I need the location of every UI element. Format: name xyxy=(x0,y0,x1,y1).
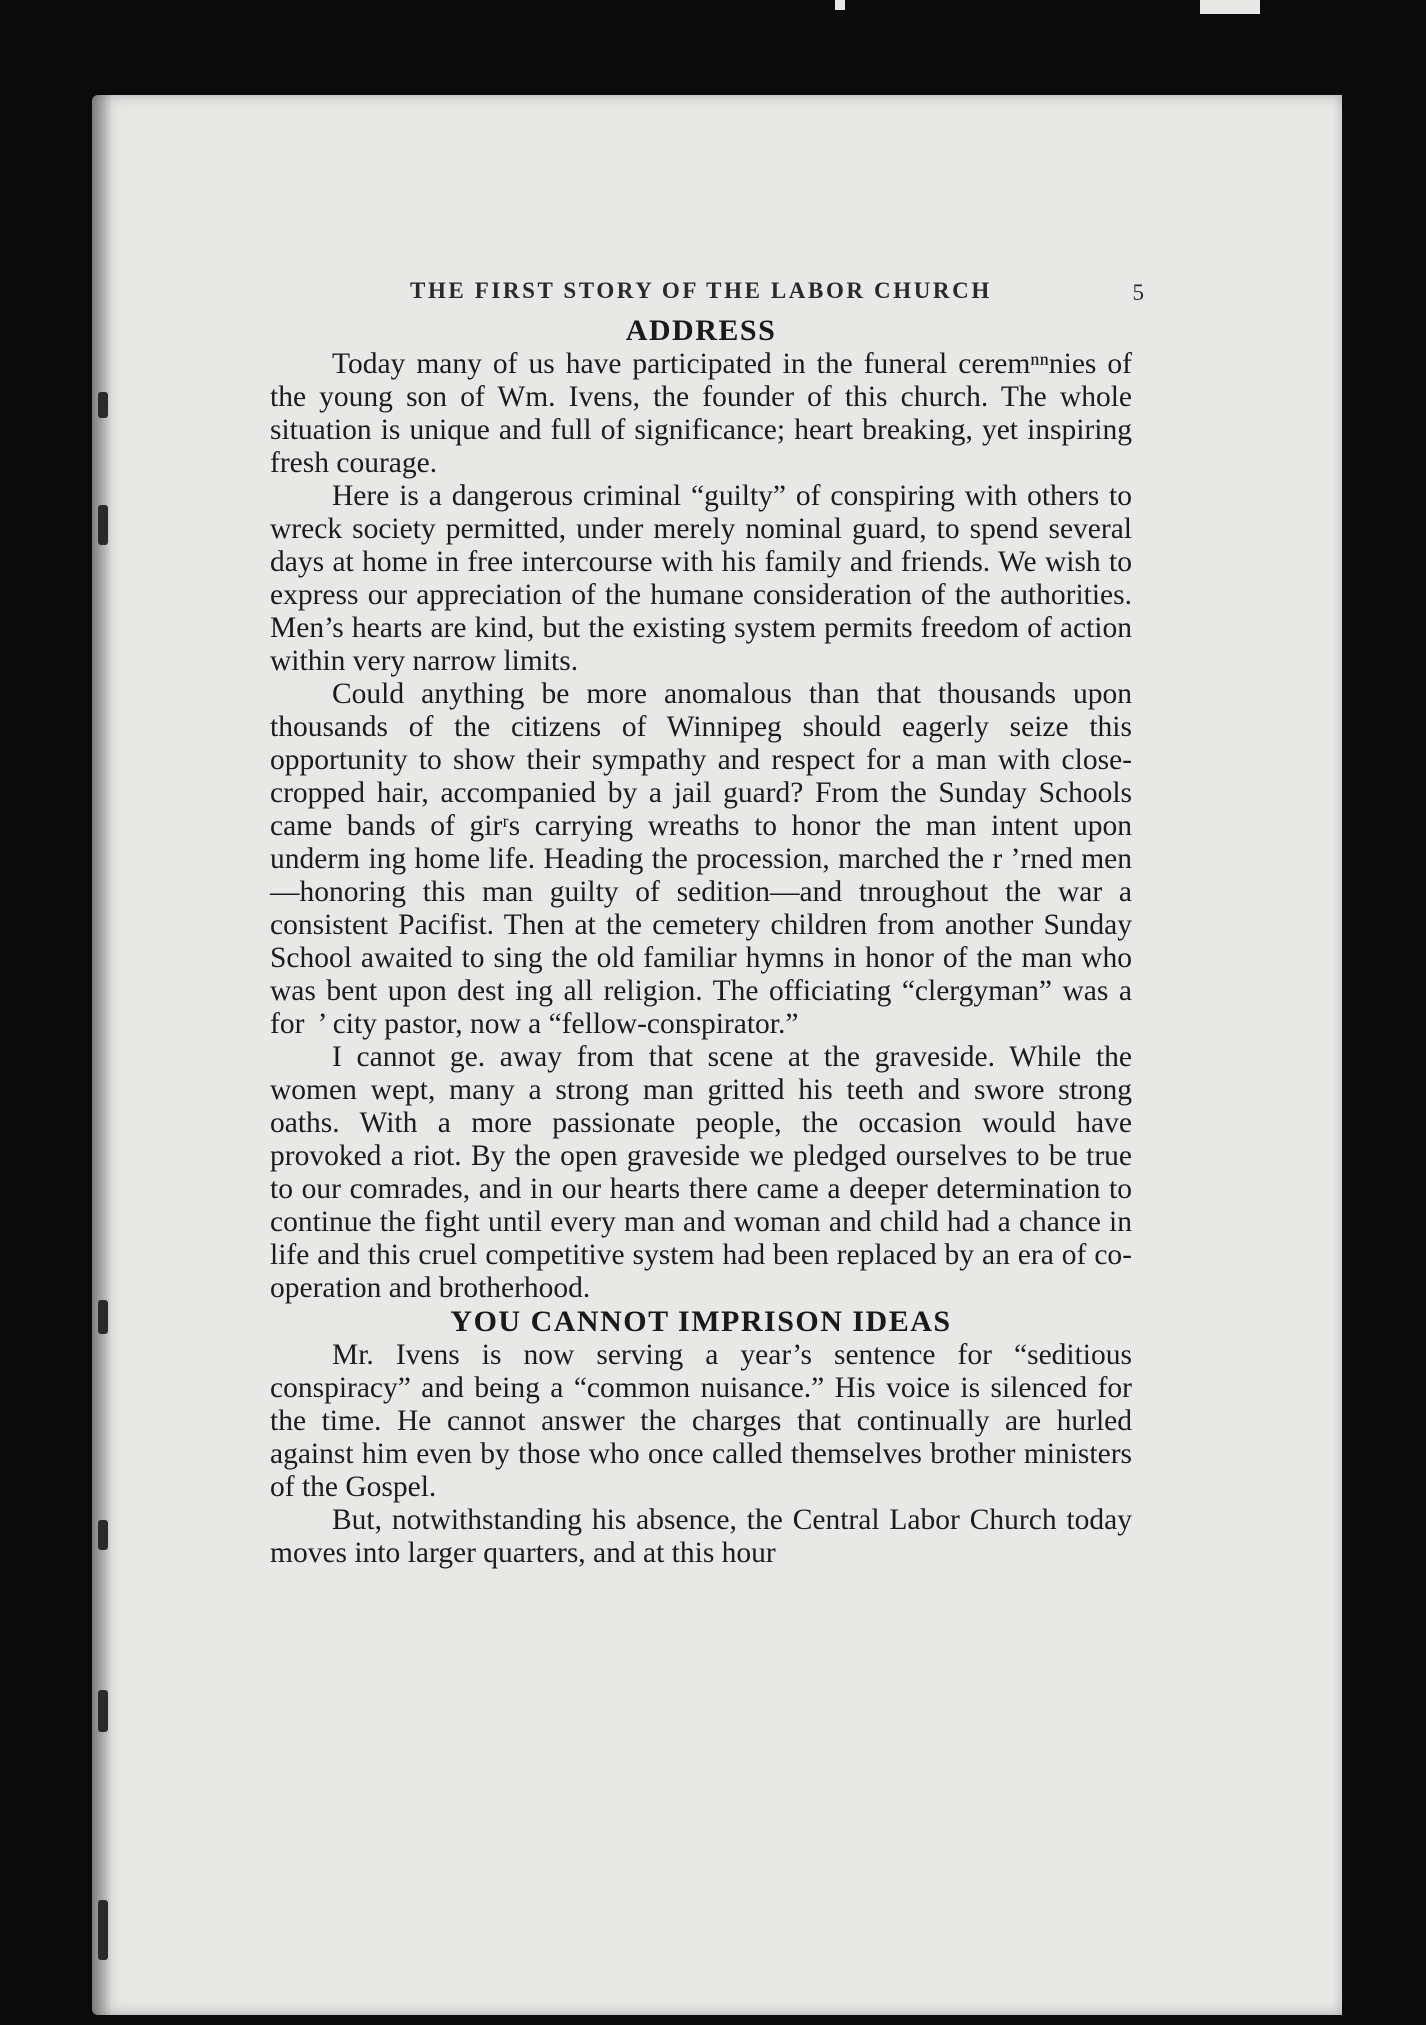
running-head xyxy=(270,270,1144,314)
paragraph: Here is a dangerous criminal “guilty” of conspiring with others to wreck society permitted, under merely nominal guard, to spend several days at home in free intercourse with his family and friends. We wish to express our appreciation of the humane consideration of the authorities. Men’s hearts are kind, but the existing system permits freedom of action within very narrow limits. xyxy=(270,480,1132,677)
section-heading-ideas: YOU CANNOT IMPRISON IDEAS xyxy=(450,1305,952,1338)
paragraph: I cannot ge. away from that scene at the graveside. While the women wept, many a strong man gritted his teeth and swore strong oaths. With a more passionate people, the occasion would have provoked a riot. By the open graveside we pledged ourselves to be true to our comrades, and in our hearts there came a deeper determination to continue the fight until every man and woman and child had a chance in life and this cruel competitive system had been replaced by an era of co-operation and brotherhood. xyxy=(270,1041,1132,1304)
paragraph: Could anything be more anomalous than that thousands upon thousands of the citizens of Winnipeg should eagerly seize this opportunity to show their sympathy and respect for a man with close-cropped hair, accompanied by a jail guard? From the Sunday Schools came bands of girʳs carrying wreaths to honor the man intent upon underm ing home life. Heading the procession, marched the r ’rned men—honoring this man guilty of sedition—and tnroughout the war a consistent Pacifist. Then at the cemetery children from another Sunday School awaited to sing the old familiar hymns in honor of the man who was bent upon dest ing all religion. The officiating “clergyman” was a for ’ city pastor, now a “fellow-conspirator.” xyxy=(270,678,1132,1040)
binding-mark xyxy=(98,392,108,418)
binding-mark xyxy=(98,1690,108,1732)
paragraph: But, notwithstanding his absence, the Central Labor Church today moves into larger quarters, and at this hour xyxy=(270,1504,1132,1569)
binding-mark xyxy=(98,505,108,545)
paragraph: Mr. Ivens is now serving a year’s sentence for “seditious conspiracy” and being a “common nuisance.” His voice is silenced for the time. He cannot answer the charges that continually are hurled against him even by those who once called themselves brother ministers of the Gospel. xyxy=(270,1339,1132,1503)
binding-mark xyxy=(98,1900,108,1960)
scan-artifact xyxy=(1200,0,1260,14)
binding-mark xyxy=(98,1520,108,1550)
page-number: 5 xyxy=(1132,280,1144,305)
binding-mark xyxy=(98,1300,108,1334)
paragraph: Today many of us have participated in the funeral ceremⁿⁿnies of the young son of Wm. Ivens, the founder of this church. The whole situation is unique and full of significance; heart breaking, yet inspiring fresh courage. xyxy=(270,348,1132,479)
section-heading-address: ADDRESS xyxy=(625,314,777,347)
running-head-title: THE FIRST STORY OF THE LABOR CHURCH xyxy=(410,278,992,303)
page-content xyxy=(270,270,1144,1570)
scan-artifact xyxy=(835,0,845,10)
